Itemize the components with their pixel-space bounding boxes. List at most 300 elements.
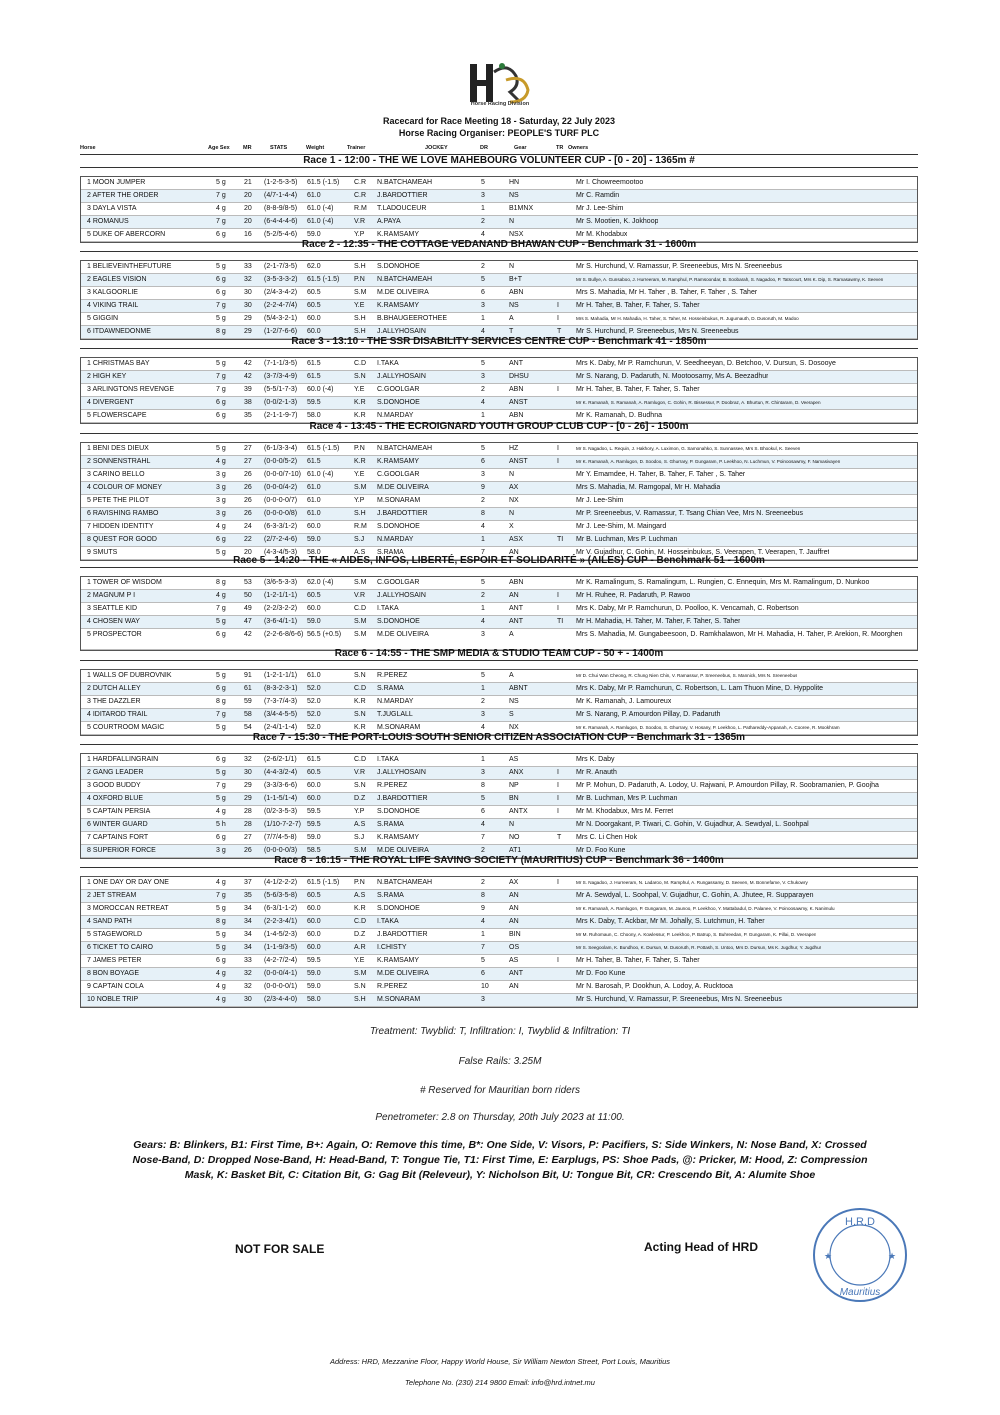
cell-mr: 32 [244, 983, 252, 990]
cell-horse: 4 DIVERGENT [87, 399, 134, 406]
cell-jk: S.DONOHOE [377, 905, 420, 912]
cell-jk: K.RAMSAMY [377, 302, 420, 309]
cell-wt: 61.5 [307, 373, 321, 380]
cell-age: 5 g [216, 618, 226, 625]
cell-own: Mr K. Ramanah, A. Ramlugon, D. Soodoo, S. Ghurrary, V. Hosany, P. Leekhoo, L. Pathareddy-Appanah, A. Cooree, R. Mookhram [576, 725, 840, 730]
cell-own: Mrs K. Daby, T. Ackbar, Mr M. Johally, S. Lutchmun, H. Taher [576, 918, 765, 925]
table-row [81, 508, 917, 521]
cell-tr: S.H [354, 996, 366, 1003]
cell-mr: 32 [244, 970, 252, 977]
cell-mr: 27 [244, 458, 252, 465]
cell-jk: K.RAMSAMY [377, 834, 420, 841]
cell-jk: S.RAMA [377, 685, 404, 692]
cell-age: 4 g [216, 879, 226, 886]
cell-own: Mrs K. Daby [576, 756, 615, 763]
cell-mr: 34 [244, 918, 252, 925]
cell-age: 6 g [216, 399, 226, 406]
cell-gear: ANT [509, 605, 523, 612]
table-row [81, 916, 917, 929]
cell-stats: (2/4-3-4-2) [264, 289, 298, 296]
race-title: Race 2 - 12:35 - THE COTTAGE VEDANAND BHAWAN CUP - Benchmark 31 - 1600m [80, 239, 918, 252]
racecard-title: Racecard for Race Meeting 18 - Saturday, 22 July 2023 [383, 116, 615, 126]
cell-age: 6 g [216, 756, 226, 763]
cell-mr: 42 [244, 631, 252, 638]
cell-jk: J.ALLYHOSAIN [377, 769, 426, 776]
cell-jk: I.TAKA [377, 756, 399, 763]
stamp-top-text: H.R.D [845, 1216, 875, 1228]
cell-tr: S.J [354, 536, 365, 543]
table-row [81, 968, 917, 981]
cell-jk: M.DE OLIVEIRA [377, 847, 429, 854]
hrd-stamp [810, 1205, 910, 1305]
cell-stats: (6-3/1-1-2) [264, 905, 298, 912]
cell-horse: 1 HARDFALLINGRAIN [87, 756, 159, 763]
cell-tr: P.N [354, 445, 365, 452]
cell-horse: 2 MAGNUM P I [87, 592, 136, 599]
cell-wt: 59.0 [307, 231, 321, 238]
cell-gear: NP [509, 782, 519, 789]
cell-gear: T [509, 328, 514, 335]
cell-age: 3 g [216, 497, 226, 504]
cell-mr: 33 [244, 263, 252, 270]
cell-treat: I [557, 458, 559, 465]
race-section [80, 732, 918, 859]
cell-stats: (1-2-1-1/1) [264, 672, 298, 679]
cell-own: Mr K. Ramanah, A. Ramlugon, P. Gungaram, M. Jaunoo, P. Leekhoo, Y. Mattabadul, D. Palanee, V. Poinoosawmy, K. Nanimulu [576, 906, 835, 911]
table-row [81, 469, 917, 482]
cell-wt: 59.5 [307, 957, 321, 964]
cell-tr: V.R [354, 769, 366, 776]
cell-mr: 42 [244, 373, 252, 380]
cell-horse: 2 AFTER THE ORDER [87, 192, 159, 199]
cell-own: Mrs S. Mahadia, Mr H. Mahadia, H. Taher, S. Taher, M. Hosseinbukus, R. Jugumauth, D. Dusoruth, M. Madoo [576, 316, 799, 321]
cell-dr: 5 [481, 672, 485, 679]
cell-gear: NS [509, 192, 519, 199]
cell-gear: A [509, 315, 514, 322]
cell-mr: 47 [244, 618, 252, 625]
cell-wt: 60.0 [307, 605, 321, 612]
race-title: Race 1 - 12:00 - THE WE LOVE MAHEBOURG VOLUNTEER CUP - [0 - 20] - 1365m # [80, 155, 918, 168]
cell-horse: 1 TOWER OF WISDOM [87, 579, 162, 586]
cell-jk: R.PEREZ [377, 782, 408, 789]
cell-mr: 30 [244, 302, 252, 309]
cell-mr: 26 [244, 484, 252, 491]
table-row [81, 793, 917, 806]
cell-mr: 32 [244, 276, 252, 283]
cell-gear: ANX [509, 769, 524, 776]
cell-own: Mr V. Gujadhur, C. Gohin, M. Hosseinbukus, S. Veerapen, T. Veerapen, T. Jauffret [576, 549, 830, 556]
cell-own: Mr J. Lee-Shim, M. Maingard [576, 523, 667, 530]
cell-own: Mr N. Barosah, P. Dookhun, A. Lodoy, A. Rucktooa [576, 983, 733, 990]
cell-tr: R.M [354, 523, 367, 530]
cell-dr: 4 [481, 918, 485, 925]
cell-age: 7 g [216, 711, 226, 718]
cell-gear: BN [509, 795, 519, 802]
cell-age: 7 g [216, 373, 226, 380]
cell-wt: 59.5 [307, 808, 321, 815]
cell-tr: Y.E [354, 471, 365, 478]
cell-wt: 60.0 [307, 931, 321, 938]
cell-dr: 10 [481, 983, 489, 990]
cell-mr: 28 [244, 808, 252, 815]
cell-horse: 2 HIGH KEY [87, 373, 127, 380]
cell-wt: 58.0 [307, 549, 321, 556]
cell-jk: S.RAMA [377, 549, 404, 556]
cell-horse: 1 CHRISTMAS BAY [87, 360, 150, 367]
cell-tr: Y.P [354, 808, 365, 815]
cell-gear: DHSU [509, 373, 529, 380]
runners-table [80, 176, 918, 243]
cell-gear: B+T [509, 276, 523, 283]
telephone-line: Telephone No. (230) 214 9800 Email: info@hrd.intnet.mu [405, 1378, 595, 1387]
cell-tr: S.J [354, 834, 365, 841]
cell-gear: AN [509, 905, 519, 912]
cell-dr: 8 [481, 782, 485, 789]
cell-tr: K.R [354, 905, 366, 912]
cell-wt: 60.5 [307, 592, 321, 599]
table-row [81, 287, 917, 300]
cell-horse: 3 SEATTLE KID [87, 605, 138, 612]
cell-jk: B.BHAUGEEROTHEE [377, 315, 448, 322]
cell-age: 8 g [216, 328, 226, 335]
cell-jk: S.DONOHOE [377, 808, 420, 815]
cell-age: 3 g [216, 510, 226, 517]
cell-horse: 1 ONE DAY OR DAY ONE [87, 879, 169, 886]
race-section [80, 239, 918, 340]
cell-mr: 29 [244, 315, 252, 322]
cell-dr: 1 [481, 205, 485, 212]
table-row [81, 577, 917, 590]
cell-wt: 59.0 [307, 618, 321, 625]
race-section [80, 555, 918, 651]
cell-wt: 60.5 [307, 769, 321, 776]
cell-stats: (7-3-7/4-3) [264, 698, 298, 705]
cell-age: 4 g [216, 523, 226, 530]
cell-tr: C.D [354, 605, 367, 612]
cell-own: Mr K. Ramanah, J. Lamoureux [576, 698, 672, 705]
cell-age: 7 g [216, 605, 226, 612]
cell-wt: 52.0 [307, 698, 321, 705]
cell-horse: 5 FLOWERSCAPE [87, 412, 147, 419]
cell-age: 7 g [216, 218, 226, 225]
cell-horse: 4 COLOUR OF MONEY [87, 484, 163, 491]
cell-age: 6 g [216, 412, 226, 419]
cell-tr: S.M [354, 631, 367, 638]
cell-stats: (1-2-5-3-5) [264, 179, 298, 186]
table-row [81, 313, 917, 326]
runners-table [80, 260, 918, 340]
cell-gear: ABN [509, 386, 524, 393]
cell-wt: 60.0 [307, 905, 321, 912]
cell-mr: 35 [244, 892, 252, 899]
cell-gear: NS [509, 698, 519, 705]
cell-age: 5 g [216, 360, 226, 367]
cell-wt: 60.0 [307, 328, 321, 335]
cell-own: Mrs K. Daby, Mr P. Ramchurun, D. Poolloo, K. Vencamah, C. Robertson [576, 605, 799, 612]
cell-dr: 1 [481, 756, 485, 763]
cell-jk: N.BATCHAMEAH [377, 445, 433, 452]
cell-mr: 35 [244, 412, 252, 419]
cell-own: Mr H. Taher, B. Taher, F. Taher, S. Taher [576, 302, 700, 309]
table-row [81, 929, 917, 942]
cell-tr: P.N [354, 276, 365, 283]
cell-wt: 61.0 [307, 192, 321, 199]
cell-gear: ANT [509, 970, 523, 977]
cell-wt: 59.0 [307, 834, 321, 841]
cell-mr: 28 [244, 821, 252, 828]
cell-jk: S.DONOHOE [377, 618, 420, 625]
cell-age: 5 g [216, 179, 226, 186]
cell-horse: 1 BELIEVEINTHEFUTURE [87, 263, 172, 270]
race-section [80, 855, 918, 1008]
cell-stats: (0-0-0-0/3) [264, 847, 298, 854]
false-rails-note: False Rails: 3.25M [458, 1056, 542, 1067]
cell-mr: 61 [244, 685, 252, 692]
cell-stats: (2-1-7/3-5) [264, 263, 298, 270]
cell-gear: NSX [509, 231, 524, 238]
cell-jk: S.DONOHOE [377, 263, 420, 270]
cell-dr: 3 [481, 996, 485, 1003]
cell-dr: 6 [481, 970, 485, 977]
cell-jk: N.MARDAY [377, 698, 414, 705]
runners-table [80, 576, 918, 651]
cell-dr: 4 [481, 523, 485, 530]
cell-own: Mr K. Ramanah, D. Budhna [576, 412, 662, 419]
cell-dr: 1 [481, 412, 485, 419]
cell-gear: A [509, 631, 514, 638]
cell-stats: (8-3-2-3-1) [264, 685, 298, 692]
cell-own: Mr S. Nagadoo, J. Hurreeram, N. Ladaroo, M. Ramphul, A. Rungassamy, D. Seeven, M. Bonnefame, V. Chukowry [576, 880, 808, 885]
cell-jk: M.SONARAM [377, 497, 421, 504]
cell-dr: 5 [481, 445, 485, 452]
cell-age: 5 g [216, 795, 226, 802]
cell-gear: NO [509, 834, 520, 841]
cell-age: 5 g [216, 905, 226, 912]
cell-wt: 59.0 [307, 983, 321, 990]
cell-wt: 60.0 [307, 782, 321, 789]
cell-stats: (2/3-4-4-0) [264, 996, 298, 1003]
cell-tr: Y.P [354, 231, 365, 238]
cell-jk: I.CHISTY [377, 944, 407, 951]
cell-stats: (5-2/5-4-6) [264, 231, 298, 238]
race-title: Race 6 - 14:55 - THE SMP MEDIA & STUDIO TEAM CUP - 50 + - 1400m [80, 648, 918, 661]
cell-dr: 2 [481, 497, 485, 504]
acting-head-signature: Acting Head of HRD [644, 1240, 758, 1254]
cell-own: Mr S. Narang, D. Padaruth, N. Mootoosamy, Ms A. Beezadhur [576, 373, 769, 380]
cell-gear: ABN [509, 412, 524, 419]
cell-age: 4 g [216, 592, 226, 599]
cell-wt: 61.5 (-1.5) [307, 445, 340, 452]
cell-age: 4 g [216, 996, 226, 1003]
cell-own: Mr K. Ramanah, A. Ramlugon, D. Soodoo, S. Ghurrary, P. Gungaram, P. Leekhoo, N. Luchmun, V. Poinoosawmy, F. Namasivayen [576, 459, 841, 464]
race-title: Race 4 - 13:45 - THE ECROIGNARD YOUTH GROUP CLUB CUP - [0 - 26] - 1500m [80, 421, 918, 434]
cell-wt: 59.5 [307, 399, 321, 406]
table-row [81, 521, 917, 534]
cell-dr: 8 [481, 510, 485, 517]
table-row [81, 903, 917, 916]
cell-jk: S.DONOHOE [377, 523, 420, 530]
cell-wt: 58.0 [307, 412, 321, 419]
cell-age: 6 g [216, 834, 226, 841]
cell-tr: V.R [354, 592, 366, 599]
cell-gear: AN [509, 549, 519, 556]
not-for-sale: NOT FOR SALE [235, 1242, 325, 1256]
cell-tr: K.R [354, 399, 366, 406]
cell-mr: 29 [244, 795, 252, 802]
cell-gear: X [509, 523, 514, 530]
cell-tr: K.R [354, 724, 366, 731]
cell-jk: T.JUGLALL [377, 711, 413, 718]
cell-wt: 60.0 [307, 795, 321, 802]
cell-dr: 5 [481, 179, 485, 186]
cell-horse: 10 NOBLE TRIP [87, 996, 139, 1003]
cell-stats: (0-0-0/4-2) [264, 484, 298, 491]
cell-treat: I [557, 795, 559, 802]
cell-wt: 52.0 [307, 685, 321, 692]
cell-gear: AS [509, 756, 519, 763]
cell-own: Mr P. Mohun, D. Padaruth, A. Lodoy, U. Rajwani, P. Amourdon Pillay, R. Soobramanien, P. Goojha [576, 782, 879, 789]
cell-age: 5 g [216, 672, 226, 679]
cell-jk: M.DE OLIVEIRA [377, 289, 429, 296]
table-row [81, 709, 917, 722]
cell-horse: 2 SONNENSTRAHL [87, 458, 151, 465]
cell-gear: N [509, 263, 515, 270]
cell-jk: C.GOOLGAR [377, 386, 420, 393]
cell-own: Mr S. Narang, P. Amourdon Pillay, D. Padaruth [576, 711, 721, 718]
cell-horse: 3 DAYLA VISTA [87, 205, 137, 212]
cell-gear: ANST [509, 458, 528, 465]
table-row [81, 670, 917, 683]
cell-mr: 27 [244, 445, 252, 452]
cell-horse: 4 SAND PATH [87, 918, 132, 925]
col-age-sex: Age Sex [208, 145, 230, 151]
cell-gear: HN [509, 179, 520, 186]
cell-tr: C.D [354, 685, 367, 692]
table-row [81, 683, 917, 696]
reserved-note: # Reserved for Mauritian born riders [419, 1085, 581, 1096]
cell-own: Mr S. Hurchund, P. Sreeneebus, Mrs N. Sreeneebus [576, 328, 739, 335]
col-gear: Gear [514, 145, 527, 151]
cell-gear: NX [509, 497, 519, 504]
cell-horse: 4 OXFORD BLUE [87, 795, 144, 802]
cell-stats: (0-0-0-0/7) [264, 497, 298, 504]
cell-mr: 20 [244, 218, 252, 225]
cell-horse: 7 JAMES PETER [87, 957, 142, 964]
cell-mr: 29 [244, 328, 252, 335]
cell-dr: 5 [481, 276, 485, 283]
cell-wt: 60.0 [307, 523, 321, 530]
cell-age: 4 g [216, 458, 226, 465]
cell-horse: 6 TICKET TO CAIRO [87, 944, 154, 951]
cell-own: Mr M. Khodabux [576, 231, 628, 238]
cell-jk: K.RAMSAMY [377, 231, 420, 238]
cell-mr: 39 [244, 386, 252, 393]
cell-jk: R.PEREZ [377, 983, 408, 990]
cell-age: 5 g [216, 263, 226, 270]
cell-dr: 3 [481, 711, 485, 718]
table-row [81, 371, 917, 384]
cell-dr: 1 [481, 685, 485, 692]
cell-jk: J.BARDOTTIER [377, 931, 428, 938]
cell-stats: (2/7-2-4-6) [264, 536, 298, 543]
cell-horse: 1 WALLS OF DUBROVNIK [87, 672, 172, 679]
cell-tr: D.Z [354, 931, 366, 938]
table-row [81, 981, 917, 994]
cell-own: Mr S. Hurchund, V. Ramassur, P. Sreeneebus, Mrs N. Sreeneebus [576, 263, 782, 270]
cell-dr: 2 [481, 592, 485, 599]
cell-jk: M.SONARAM [377, 724, 421, 731]
cell-wt: 62.0 (-4) [307, 579, 334, 586]
cell-horse: 5 STAGEWORLD [87, 931, 143, 938]
cell-dr: 8 [481, 892, 485, 899]
cell-own: Mr J. Lee-Shim [576, 205, 624, 212]
cell-stats: (0-0-0-0/1) [264, 983, 298, 990]
cell-dr: 5 [481, 957, 485, 964]
cell-treat: I [557, 957, 559, 964]
cell-mr: 42 [244, 360, 252, 367]
cell-tr: S.M [354, 970, 367, 977]
cell-gear: ABNT [509, 685, 528, 692]
cell-wt: 52.0 [307, 711, 321, 718]
cell-horse: 3 THE DAZZLER [87, 698, 141, 705]
table-row [81, 495, 917, 508]
cell-jk: J.ALLYHOSAIN [377, 328, 426, 335]
col-tr: TR [556, 145, 564, 151]
cell-horse: 5 PROSPECTOR [87, 631, 142, 638]
cell-treat: I [557, 605, 559, 612]
cell-tr: C.R [354, 179, 367, 186]
cell-own: Mrs S. Mahadia, M. Ramgopal, Mr H. Mahadia [576, 484, 721, 491]
cell-wt: 61.0 (-4) [307, 218, 334, 225]
cell-dr: 3 [481, 769, 485, 776]
cell-gear: ABN [509, 579, 524, 586]
cell-age: 6 g [216, 536, 226, 543]
cell-own: Mr P. Sreeneebus, V. Ramassur, T. Tsang Chian Vee, Mrs N. Sreeneebus [576, 510, 803, 517]
cell-stats: (1-1-9/3-5) [264, 944, 298, 951]
cell-treat: I [557, 592, 559, 599]
logo-subtitle: Horse Racing Division [470, 101, 530, 107]
cell-horse: 7 HIDDEN IDENTITY [87, 523, 154, 530]
table-row [81, 261, 917, 274]
cell-gear: ABN [509, 289, 524, 296]
table-row [81, 482, 917, 495]
cell-age: 6 g [216, 231, 226, 238]
cell-wt: 58.0 [307, 996, 321, 1003]
cell-wt: 61.5 (-1.5) [307, 276, 340, 283]
table-row [81, 767, 917, 780]
cell-stats: (6-3-3/1-2) [264, 523, 298, 530]
cell-mr: 26 [244, 497, 252, 504]
cell-dr: 4 [481, 821, 485, 828]
cell-jk: A.PAYA [377, 218, 401, 225]
cell-stats: (0-0-0-0/8) [264, 510, 298, 517]
cell-mr: 22 [244, 536, 252, 543]
cell-jk: N.BATCHAMEAH [377, 179, 433, 186]
cell-wt: 61.5 (-1.5) [307, 179, 340, 186]
cell-tr: A.S [354, 821, 366, 828]
table-row [81, 534, 917, 547]
cell-gear: N [509, 218, 515, 225]
cell-wt: 60.5 [307, 302, 321, 309]
cell-horse: 8 SUPERIOR FORCE [87, 847, 156, 854]
cell-own: Mr N. Doorgakant, P. Tiwari, C. Gohin, V. Gujadhur, A. Sewdyal, L. Soohpal [576, 821, 809, 828]
cell-tr: V.R [354, 218, 366, 225]
table-row [81, 780, 917, 793]
cell-horse: 5 PETE THE PILOT [87, 497, 150, 504]
race-section [80, 421, 918, 561]
cell-tr: S.N [354, 782, 366, 789]
cell-horse: 3 ARLINGTONS REVENGE [87, 386, 175, 393]
